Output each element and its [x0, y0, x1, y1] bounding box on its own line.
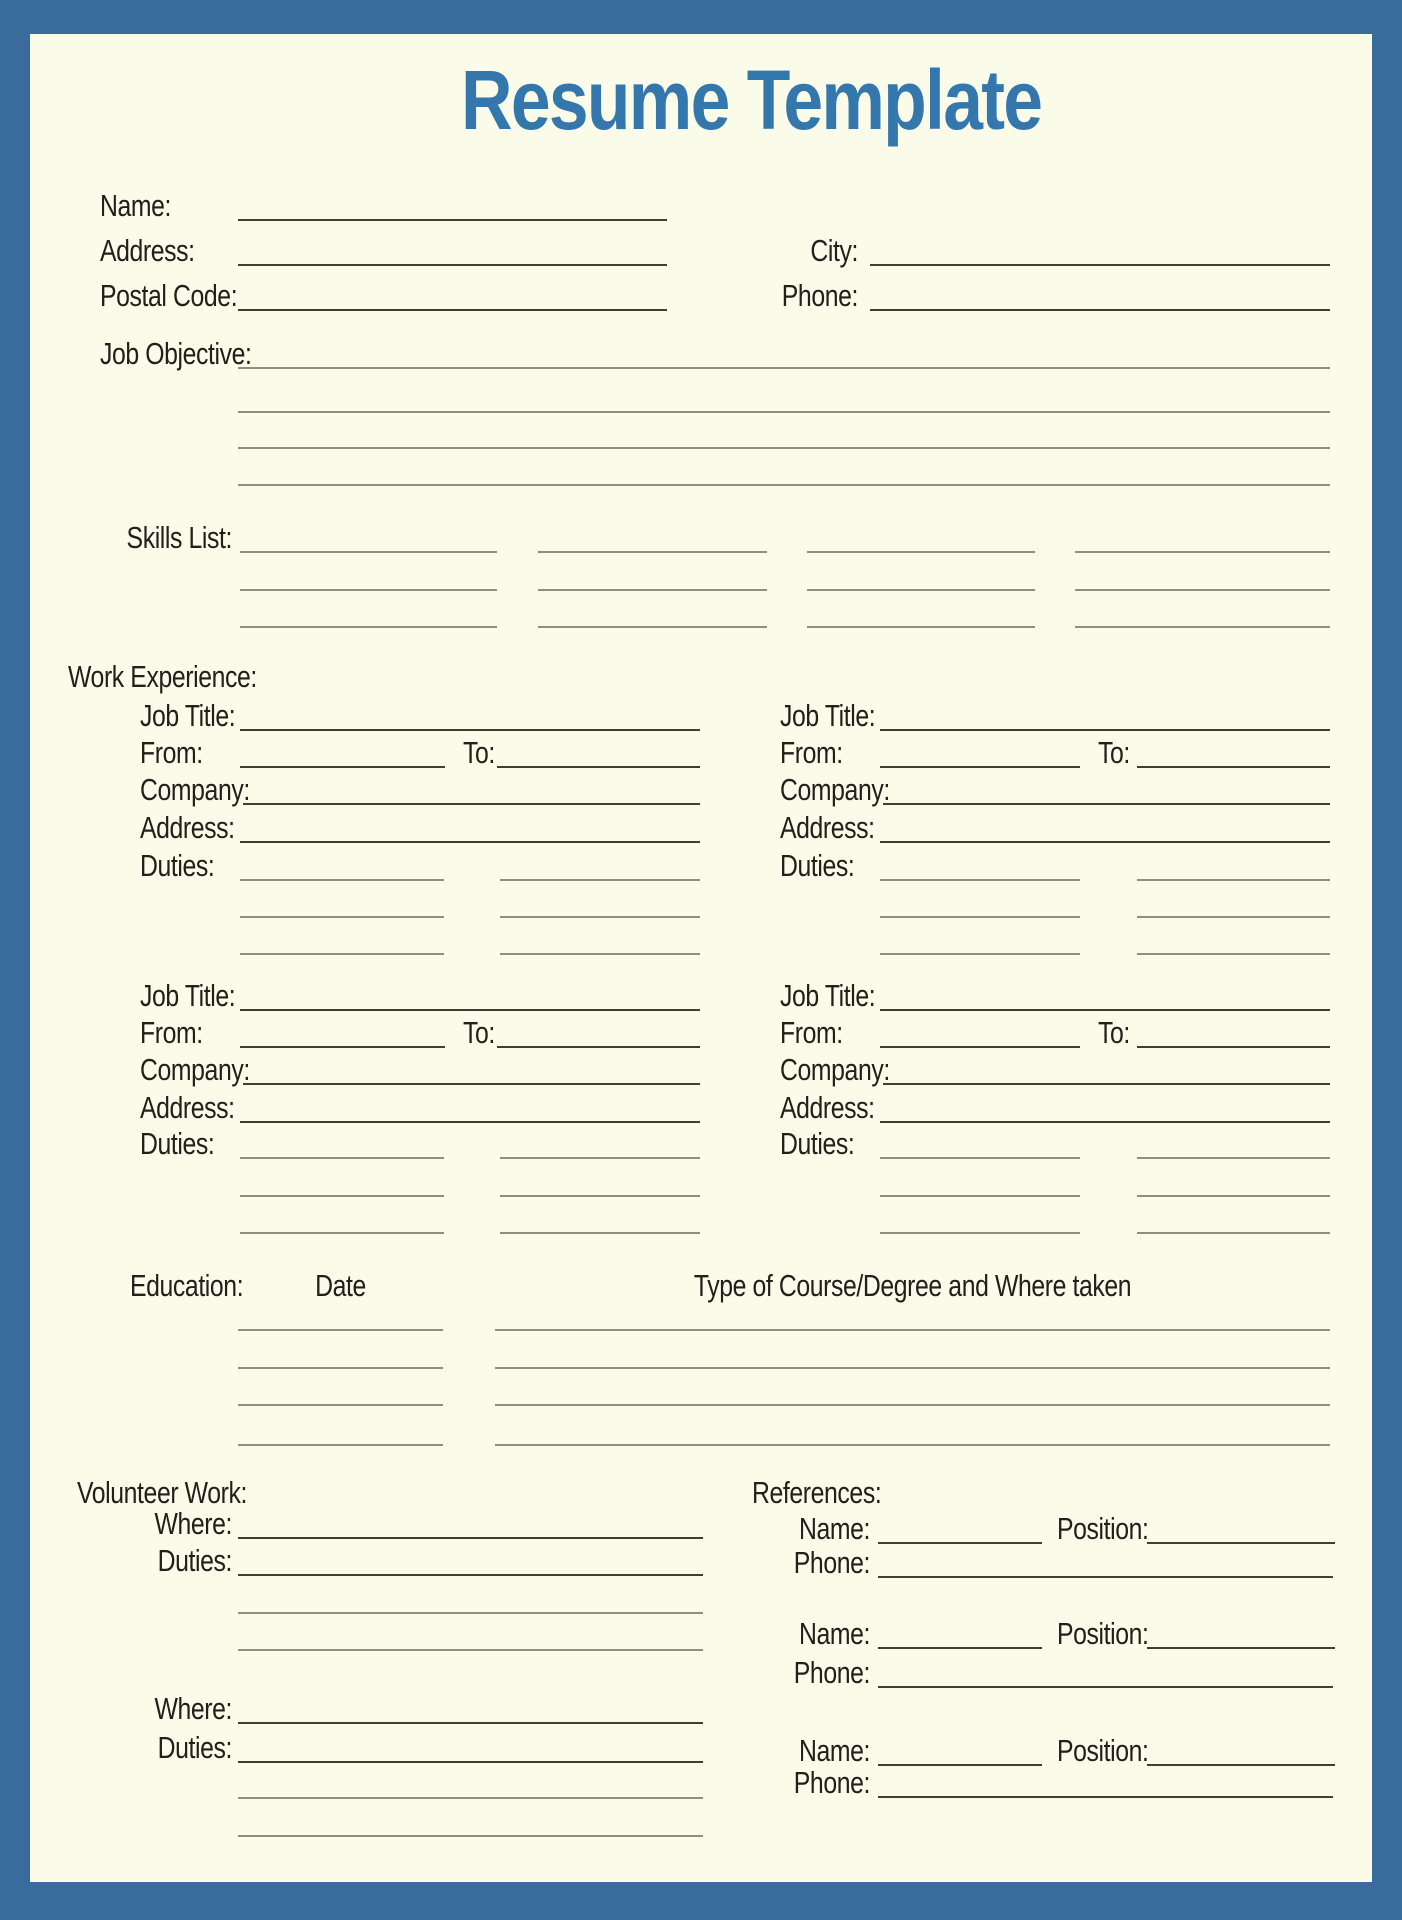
- volunteer-duties-label: Duties:: [157, 1730, 232, 1765]
- skills-line: [240, 551, 497, 553]
- work-address-label: Address:: [780, 810, 875, 845]
- skills-line: [1075, 626, 1330, 628]
- company-label: Company:: [780, 1052, 890, 1087]
- duties-line: [240, 879, 444, 881]
- job-objective-line: [238, 367, 1330, 369]
- duties-line: [880, 1157, 1080, 1159]
- reference-name-line: [878, 1542, 1042, 1544]
- to-line: [1137, 1046, 1330, 1048]
- volunteer-duties-line: [238, 1574, 703, 1576]
- work-address-line: [880, 841, 1330, 843]
- duties-line: [1137, 1157, 1330, 1159]
- job-title-line: [880, 1009, 1330, 1011]
- reference-phone-line: [878, 1576, 1333, 1578]
- job-title-label: Job Title:: [140, 978, 236, 1013]
- duties-line: [500, 1232, 700, 1234]
- to-label: To:: [1098, 1015, 1130, 1050]
- reference-name-line: [878, 1647, 1042, 1649]
- phone-line: [870, 309, 1330, 311]
- reference-phone-label: Phone:: [793, 1545, 870, 1580]
- job-title-line: [240, 1009, 700, 1011]
- reference-phone-label: Phone:: [793, 1765, 870, 1800]
- duties-line: [880, 953, 1080, 955]
- education-course-line: [495, 1329, 1330, 1331]
- duties-line: [500, 1195, 700, 1197]
- company-line: [243, 1083, 700, 1085]
- education-course-line: [495, 1367, 1330, 1369]
- city-label: City:: [810, 233, 858, 268]
- volunteer-duties-line: [238, 1612, 703, 1614]
- skills-line: [538, 626, 767, 628]
- education-date-line: [238, 1404, 443, 1406]
- from-line: [880, 766, 1080, 768]
- job-title-line: [240, 729, 700, 731]
- duties-line: [1137, 1232, 1330, 1234]
- education-course-line: [495, 1404, 1330, 1406]
- duties-line: [500, 916, 700, 918]
- from-label: From:: [780, 735, 843, 770]
- job-objective-label: Job Objective:: [100, 336, 252, 371]
- duties-line: [500, 879, 700, 881]
- from-label: From:: [140, 1015, 203, 1050]
- reference-position-line: [1147, 1764, 1335, 1766]
- volunteer-duties-line: [238, 1761, 703, 1763]
- job-title-label: Job Title:: [140, 698, 236, 733]
- duties-label: Duties:: [140, 848, 215, 883]
- to-line: [1137, 766, 1330, 768]
- duties-line: [880, 879, 1080, 881]
- education-course-header: Type of Course/Degree and Where taken: [693, 1268, 1132, 1303]
- volunteer-where-line: [238, 1722, 703, 1724]
- reference-position-line: [1147, 1542, 1335, 1544]
- address-label: Address:: [100, 233, 195, 268]
- postal-code-label: Postal Code:: [100, 278, 238, 313]
- from-line: [240, 766, 445, 768]
- duties-label: Duties:: [780, 848, 855, 883]
- reference-position-line: [1147, 1647, 1335, 1649]
- duties-line: [880, 1195, 1080, 1197]
- work-address-line: [880, 1121, 1330, 1123]
- from-line: [240, 1046, 445, 1048]
- volunteer-duties-line: [238, 1797, 703, 1799]
- education-course-line: [495, 1444, 1330, 1446]
- job-objective-line: [238, 411, 1330, 413]
- skills-line: [807, 551, 1035, 553]
- company-label: Company:: [780, 772, 890, 807]
- duties-line: [240, 916, 444, 918]
- duties-line: [1137, 1195, 1330, 1197]
- skills-line: [807, 626, 1035, 628]
- reference-name-label: Name:: [798, 1733, 870, 1768]
- company-label: Company:: [140, 772, 250, 807]
- to-line: [497, 766, 700, 768]
- duties-label: Duties:: [140, 1126, 215, 1161]
- volunteer-duties-label: Duties:: [157, 1543, 232, 1578]
- company-line: [243, 803, 700, 805]
- reference-phone-line: [878, 1796, 1333, 1798]
- from-label: From:: [140, 735, 203, 770]
- volunteer-duties-line: [238, 1649, 703, 1651]
- work-address-line: [240, 841, 700, 843]
- skills-line: [1075, 589, 1330, 591]
- skills-line: [538, 589, 767, 591]
- reference-position-label: Position:: [1057, 1616, 1149, 1651]
- duties-line: [1137, 916, 1330, 918]
- work-experience-label: Work Experience:: [68, 659, 257, 694]
- work-address-line: [240, 1121, 700, 1123]
- duties-line: [240, 1232, 444, 1234]
- skills-line: [538, 551, 767, 553]
- volunteer-work-label: Volunteer Work:: [77, 1475, 247, 1510]
- reference-name-label: Name:: [798, 1511, 870, 1546]
- from-line: [880, 1046, 1080, 1048]
- duties-line: [1137, 879, 1330, 881]
- reference-phone-line: [878, 1686, 1333, 1688]
- job-objective-line: [238, 447, 1330, 449]
- skills-line: [1075, 551, 1330, 553]
- volunteer-where-label: Where:: [154, 1506, 232, 1541]
- references-label: References:: [752, 1475, 882, 1510]
- job-title-label: Job Title:: [780, 698, 876, 733]
- to-label: To:: [463, 735, 495, 770]
- work-address-label: Address:: [780, 1090, 875, 1125]
- from-label: From:: [780, 1015, 843, 1050]
- address-line: [238, 264, 667, 266]
- reference-position-label: Position:: [1057, 1733, 1149, 1768]
- city-line: [870, 264, 1330, 266]
- duties-label: Duties:: [780, 1126, 855, 1161]
- volunteer-where-line: [238, 1537, 703, 1539]
- company-label: Company:: [140, 1052, 250, 1087]
- skills-list-label: Skills List:: [126, 520, 232, 555]
- duties-line: [500, 1157, 700, 1159]
- to-line: [497, 1046, 700, 1048]
- duties-line: [880, 916, 1080, 918]
- education-date-line: [238, 1329, 443, 1331]
- reference-phone-label: Phone:: [793, 1655, 870, 1690]
- skills-line: [240, 626, 497, 628]
- page-title: Resume Template: [461, 53, 1042, 147]
- job-title-label: Job Title:: [780, 978, 876, 1013]
- job-objective-line: [238, 484, 1330, 486]
- reference-position-label: Position:: [1057, 1511, 1149, 1546]
- volunteer-where-label: Where:: [154, 1691, 232, 1726]
- education-date-line: [238, 1367, 443, 1369]
- name-label: Name:: [100, 188, 172, 223]
- duties-line: [880, 1232, 1080, 1234]
- company-line: [883, 1083, 1330, 1085]
- skills-line: [807, 589, 1035, 591]
- duties-line: [1137, 953, 1330, 955]
- job-title-line: [880, 729, 1330, 731]
- to-label: To:: [1098, 735, 1130, 770]
- duties-line: [240, 1195, 444, 1197]
- skills-line: [240, 589, 497, 591]
- education-date-header: Date: [315, 1268, 366, 1303]
- phone-label: Phone:: [781, 278, 858, 313]
- education-label: Education:: [130, 1268, 244, 1303]
- education-date-line: [238, 1444, 443, 1446]
- duties-line: [500, 953, 700, 955]
- to-label: To:: [463, 1015, 495, 1050]
- reference-name-line: [878, 1764, 1042, 1766]
- work-address-label: Address:: [140, 1090, 235, 1125]
- work-address-label: Address:: [140, 810, 235, 845]
- volunteer-duties-line: [238, 1835, 703, 1837]
- postal-code-line: [238, 309, 667, 311]
- name-line: [238, 219, 667, 221]
- duties-line: [240, 1157, 444, 1159]
- reference-name-label: Name:: [798, 1616, 870, 1651]
- duties-line: [240, 953, 444, 955]
- company-line: [883, 803, 1330, 805]
